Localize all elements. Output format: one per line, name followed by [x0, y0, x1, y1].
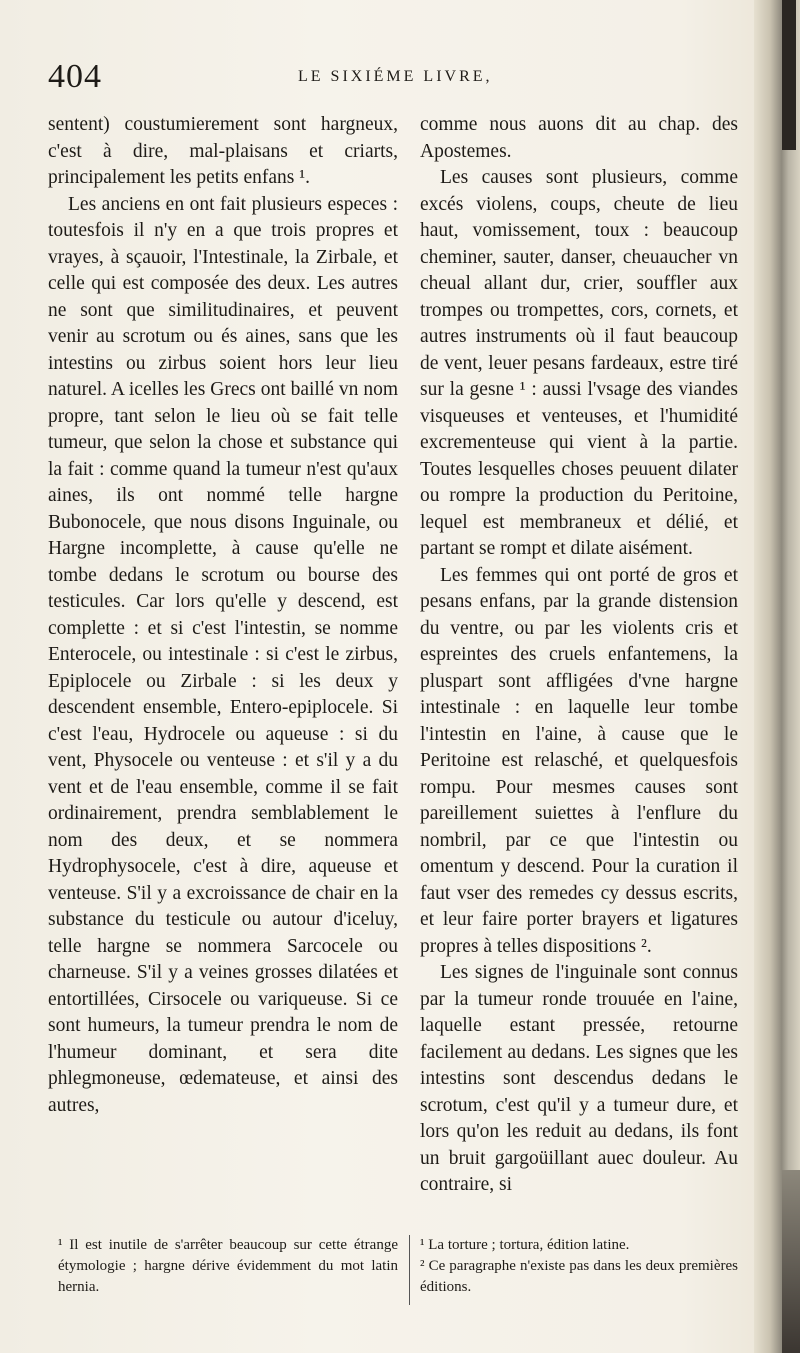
footnote: ² Ce paragraphe n'existe pas dans les deux premières éditions.: [420, 1258, 738, 1295]
page-header: [48, 58, 748, 98]
right-column: [420, 112, 738, 1199]
paragraph: Les signes de l'inguinale sont connus par la tumeur ronde trouuée en l'aine, laquelle estant pressée, retourne facilement au dedans. Les signes que les intestins sont descendus dedans le scrotum, c'est qu'il y a tumeur dure, et lors qu'on les reduit au dedans, ils font un bruit gargoüillant auec douleur. Au contraire, si: [420, 962, 738, 1195]
paragraph: Les femmes qui ont porté de gros et pesans enfans, par la grande distension du ventre, ou par les violents cris et espreintes des cruels enfantemens, la pluspart sont affligées d'vne hargne intestinale : en laquelle leur tombe l'intestin en l'aine, à cause que le Peritoine est relasché, et quelquesfois rompu. Pour mesmes causes sont pareillement suiettes à l'enflure du nombril, par ce que l'intestin ou omentum y descend. Pour la curation il faut vser des remedes cy dessus escrits, et leur faire porter brayers et ligatures propres à telles dispositions ².: [420, 564, 738, 957]
page-number: 404: [48, 58, 102, 95]
left-column: [48, 112, 398, 1119]
footnotes-right: [420, 1235, 738, 1298]
footnotes-left: [58, 1235, 398, 1298]
paragraph: sentent) coustumierement sont hargneux, c'est à dire, mal-plaisans et criarts, principalement les petits enfans ¹.: [48, 114, 398, 188]
paragraph: comme nous auons dit au chap. des Apostemes.: [420, 114, 738, 162]
footnote: ¹ Il est inutile de s'arrêter beaucoup sur cette étrange étymologie ; hargne dérive évidemment du mot latin hernia.: [58, 1237, 398, 1295]
running-head: LE SIXIÉME LIVRE,: [298, 68, 493, 85]
paragraph: Les anciens en ont fait plusieurs especes : toutesfois il n'y en a que trois propres et vrayes, à sçauoir, l'Intestinale, la Zirbale, et celle qui est composée des deux. Les autres ne sont que similitudinaires, et peuvent venir au scrotum ou és aines, sans que les intestins ou zirbus soient hors leur lieu naturel. A icelles les Grecs ont baillé vn nom propre, tant selon le lieu où se fait telle tumeur, que selon la chose et substance qui la fait : comme quand la tumeur n'est qu'aux aines, ils ont nommé telle hargne Bubonocele, que nous disons Inguinale, ou Hargne incomplette, à cause qu'elle ne tombe dedans le scrotum ou bourse des testicules. Car lors qu'elle y descend, est complette : et si c'est l'intestin, se nomme Enterocele, ou intestinale : si c'est le zirbus, Epiplocele ou Zirbale : si les deux y descendent ensemble, Entero-epiplocele. Si c'est l'eau, Hydrocele ou aqueuse : si du vent, Physocele ou venteuse : et s'il y a du vent et de l'eau ensemble, comme il se fait ordinairement, prendra semblablement le nom des deux, et se nommera Hydrophysocele, c'est à dire, aqueuse et venteuse. S'il y a excroissance de chair en la substance du testicule ou autour d'iceluy, telle hargne se nommera Sarcocele ou charneuse. S'il y a veines grosses dilatées et entortillées, Cirsocele ou variqueuse. Si ce sont humeurs, la tumeur prendra le nom de l'humeur dominant, et sera dite phlegmoneuse, œdemateuse, et ainsi des autres,: [48, 193, 398, 1116]
binding-dark-mark-bottom: [782, 1170, 800, 1353]
footnote: ¹ La torture ; tortura, édition latine.: [420, 1237, 630, 1253]
paragraph: Les causes sont plusieurs, comme excés violens, coups, cheute de lieu haut, vomissement, toux : beaucoup cheminer, sauter, danser, cheuaucher vn cheual allant dur, crier, souffler aux trompes ou trompettes, cors, cornets, et autres instruments où il faut beaucoup de vent, leuer pesans fardeaux, estre tiré sur la gesne ¹ : aussi l'vsage des viandes visqueuses et venteuses, et l'humidité excrementeuse qui vient à la partie. Toutes lesquelles choses peuuent dilater ou rompre la production du Peritoine, lequel est membraneux et délié, et partant se rompt et dilate aisément.: [420, 167, 738, 559]
page-edge-shadow: [754, 0, 800, 1353]
binding-dark-mark: [782, 0, 796, 150]
column-divider: [409, 1235, 410, 1305]
